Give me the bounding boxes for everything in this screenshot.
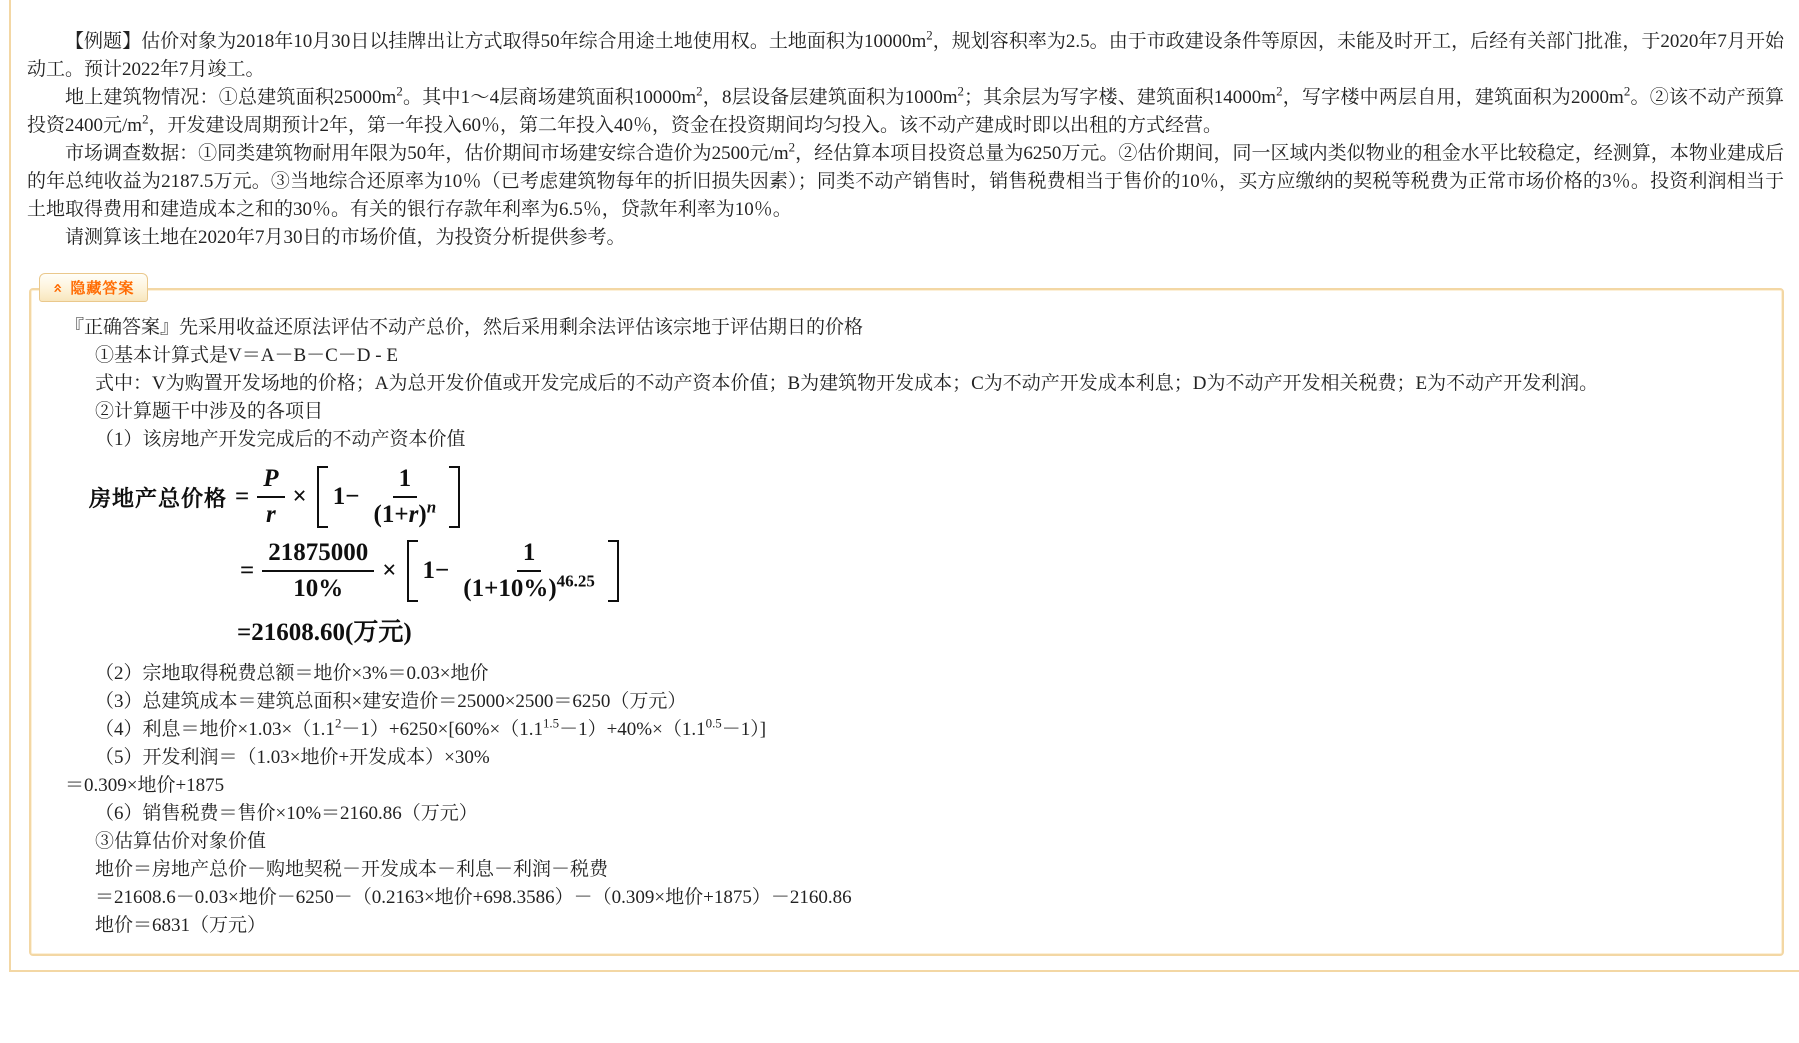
multiply-sign: × bbox=[382, 557, 397, 584]
right-bracket bbox=[449, 466, 460, 528]
fraction-denominator: 10% bbox=[293, 575, 344, 602]
question-paragraph: 请测算该土地在2020年7月30日的市场价值，为投资分析提供参考。 bbox=[65, 227, 626, 248]
one-minus: 1− bbox=[332, 483, 360, 510]
answer-line: ②计算题干中涉及的各项目 bbox=[95, 401, 324, 422]
fraction-denominator: r bbox=[266, 501, 276, 528]
equals-sign: = bbox=[240, 557, 255, 584]
fraction bbox=[368, 464, 443, 530]
hide-answer-label: 隐藏答案 bbox=[70, 280, 135, 297]
formula-row-2 bbox=[237, 538, 1754, 604]
answer-line: 地价＝房地产总价－购地契税－开发成本－利息－利润－税费 bbox=[95, 859, 609, 880]
answer-box bbox=[29, 288, 1784, 956]
fraction-numerator: 1 bbox=[517, 538, 542, 572]
answer-line: 『正确答案』先采用收益还原法评估不动产总价，然后采用剩余法评估该宗地于评估期日的价格 bbox=[65, 317, 864, 338]
answer-line: （4）利息＝地价$\times 1.03\times(1.1^2-1)+6250\times[60\%\times(1.1^{1.5}-1)+40\%\times(1.1^{0.5}-1)]$ bbox=[95, 715, 767, 740]
fraction-numerator: 21875000 bbox=[262, 538, 374, 572]
fraction bbox=[457, 538, 601, 604]
answer-line: ①基本计算式是V＝A－B－C－D - E bbox=[95, 345, 398, 366]
left-bracket bbox=[407, 540, 418, 602]
answer-line: 式中：V为购置开发场地的价格；A为总开发价值或开发完成后的不动产资本价值；B为建筑物开发成本；C为不动产开发成本利息；D为不动产开发相关税费；E为不动产开发利润。 bbox=[95, 373, 1599, 394]
answer-lines-calc bbox=[65, 660, 1754, 940]
fraction-numerator: P bbox=[257, 464, 284, 498]
equals-sign: = bbox=[235, 483, 250, 510]
multiply-sign: × bbox=[292, 483, 307, 510]
question-section bbox=[27, 28, 1784, 252]
fraction-denominator: $(1+10\%)^{46.25}$ bbox=[463, 571, 595, 602]
formula-label: 房地产总价格 bbox=[89, 485, 228, 511]
fraction-denominator: $(1+r)^n$ bbox=[373, 497, 437, 528]
answer-line: （1）该房地产开发完成后的不动产资本价值 bbox=[95, 429, 466, 450]
answer-line: ＝0.309×地价+1875 bbox=[65, 775, 225, 796]
hide-answer-tab[interactable] bbox=[39, 273, 148, 302]
formula-row-1 bbox=[89, 464, 1754, 530]
question-paragraph: 地上建筑物情况：①总建筑面积$25000m^2$。其中1～4层商场建筑面积$10000m^2$，8层设备层建筑面积为$1000m^2$；其余层为写字楼、建筑面积$14000m^2$，写字楼中两层自用，建筑面积为$2000m^2$。②该不动产预算投资2400元$/m^2$，开发建设周期预计2年，第一年投入60％，第二年投入40％，资金在投资期间均匀投入。该不动产建成时即以出租的方式经营。 bbox=[27, 83, 1785, 136]
answer-line: 地价＝6831（万元） bbox=[95, 915, 267, 936]
one-minus: 1− bbox=[422, 557, 450, 584]
answer-lines-intro bbox=[65, 314, 1754, 454]
exam-page bbox=[9, 0, 1799, 972]
answer-line: （2）宗地取得税费总额＝地价×3%＝0.03×地价 bbox=[95, 663, 489, 684]
question-paragraph: 【例题】估价对象为2018年10月30日以挂牌出让方式取得50年综合用途土地使用权。土地面积为$10000m^2$，规划容积率为2.5。由于市政建设条件等原因，未能及时开工，后经有关部门批准，于2020年7月开始动工。预计2022年7月竣工。 bbox=[27, 27, 1784, 80]
left-bracket bbox=[317, 466, 328, 528]
answer-line: ③估算估价对象价值 bbox=[95, 831, 267, 852]
answer-section bbox=[29, 280, 1784, 956]
fraction bbox=[257, 464, 284, 530]
right-bracket bbox=[608, 540, 619, 602]
answer-line: ＝21608.6－0.03×地价－6250－（0.2163×地价+698.3586）－（0.309×地价+1875）－2160.86 bbox=[95, 887, 852, 908]
fraction-numerator: 1 bbox=[393, 464, 418, 498]
formula-result bbox=[237, 612, 1754, 648]
answer-line: （3）总建筑成本＝建筑总面积×建安造价＝25000×2500＝6250（万元） bbox=[95, 691, 687, 712]
formula-result-text: =21608.60(万元) bbox=[237, 619, 412, 646]
answer-line: （6）销售税费＝售价×10%＝2160.86（万元） bbox=[95, 803, 478, 824]
question-paragraph: 市场调查数据：①同类建筑物耐用年限为50年，估价期间市场建安综合造价为2500元$/m^2$，经估算本项目投资总量为6250万元。②估价期间，同一区域内类似物业的租金水平比较稳定，经测算，本物业建成后的年总纯收益为2187.5万元。③当地综合还原率为10％（已考虑建筑物每年的折旧损失因素）；同类不动产销售时，销售税费相当于售价的10％，买方应缴纳的契税等税费为正常市场价格的3％。投资利润相当于土地取得费用和建造成本之和的30％。有关的银行存款年利率为6.5％，贷款年利率为10％。 bbox=[27, 139, 1784, 220]
chevron-double-up-icon: « bbox=[49, 282, 69, 293]
answer-line: （5）开发利润＝（1.03×地价+开发成本）×30% bbox=[95, 747, 490, 768]
fraction bbox=[262, 538, 374, 604]
formula-block bbox=[89, 464, 1754, 648]
